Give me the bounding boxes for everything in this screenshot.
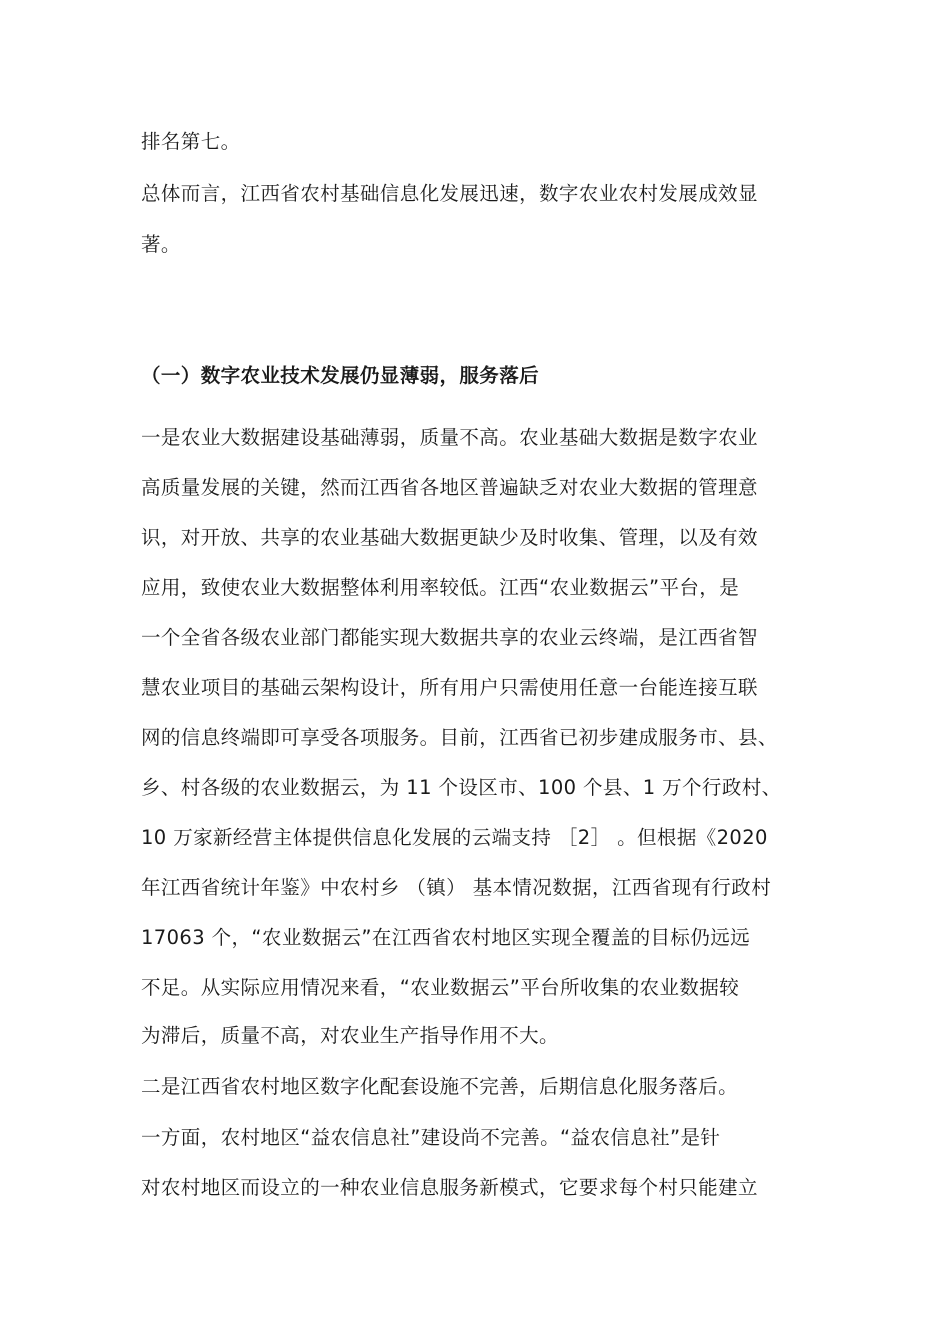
body-line-12: 不足。从实际应用情况来看，“农业数据云”平台所收集的农业数据较 bbox=[141, 976, 740, 999]
body-line-10: 年江西省统计年鉴》中农村乡 （镇） 基本情况数据，江西省现有行政村 bbox=[141, 876, 772, 899]
body-line-3: 识，对开放、共享的农业基础大数据更缺少及时收集、管理，以及有效 bbox=[141, 526, 758, 549]
body-line-5: 一个全省各级农业部门都能实现大数据共享的农业云终端，是江西省智 bbox=[141, 626, 758, 649]
body-line-8: 乡、村各级的农业数据云，为 11 个设区市、100 个县、1 万个行政村、 bbox=[141, 776, 782, 799]
body-line-1: 一是农业大数据建设基础薄弱，质量不高。农业基础大数据是数字农业 bbox=[141, 426, 758, 449]
section-heading: （一）数字农业技术发展仍显薄弱，服务落后 bbox=[141, 364, 540, 387]
body-line-11: 17063 个，“农业数据云”在江西省农村地区实现全覆盖的目标仍远远 bbox=[141, 926, 751, 949]
body-line-7: 网的信息终端即可享受各项服务。目前，江西省已初步建成服务市、县、 bbox=[141, 726, 778, 749]
body-line-2: 高质量发展的关键，然而江西省各地区普遍缺乏对农业大数据的管理意 bbox=[141, 476, 758, 499]
body-line-14: 二是江西省农村地区数字化配套设施不完善，后期信息化服务落后。 bbox=[141, 1075, 739, 1098]
body-line-6: 慧农业项目的基础云架构设计，所有用户只需使用任意一台能连接互联 bbox=[141, 676, 758, 699]
intro-line-2: 总体而言，江西省农村基础信息化发展迅速，数字农业农村发展成效显 bbox=[141, 182, 758, 205]
body-line-15: 一方面，农村地区“益农信息社”建设尚不完善。“益农信息社”是针 bbox=[141, 1126, 721, 1149]
intro-line-1: 排名第七。 bbox=[141, 130, 241, 153]
body-line-4: 应用，致使农业大数据整体利用率较低。江西“农业数据云”平台，是 bbox=[141, 576, 740, 599]
intro-line-3: 著。 bbox=[141, 233, 181, 256]
body-line-16: 对农村地区而设立的一种农业信息服务新模式，它要求每个村只能建立 bbox=[141, 1176, 758, 1199]
body-line-13: 为滞后，质量不高，对农业生产指导作用不大。 bbox=[141, 1024, 559, 1047]
body-line-9: 10 万家新经营主体提供信息化发展的云端支持 ［2］ 。但根据《2020 bbox=[141, 826, 768, 849]
